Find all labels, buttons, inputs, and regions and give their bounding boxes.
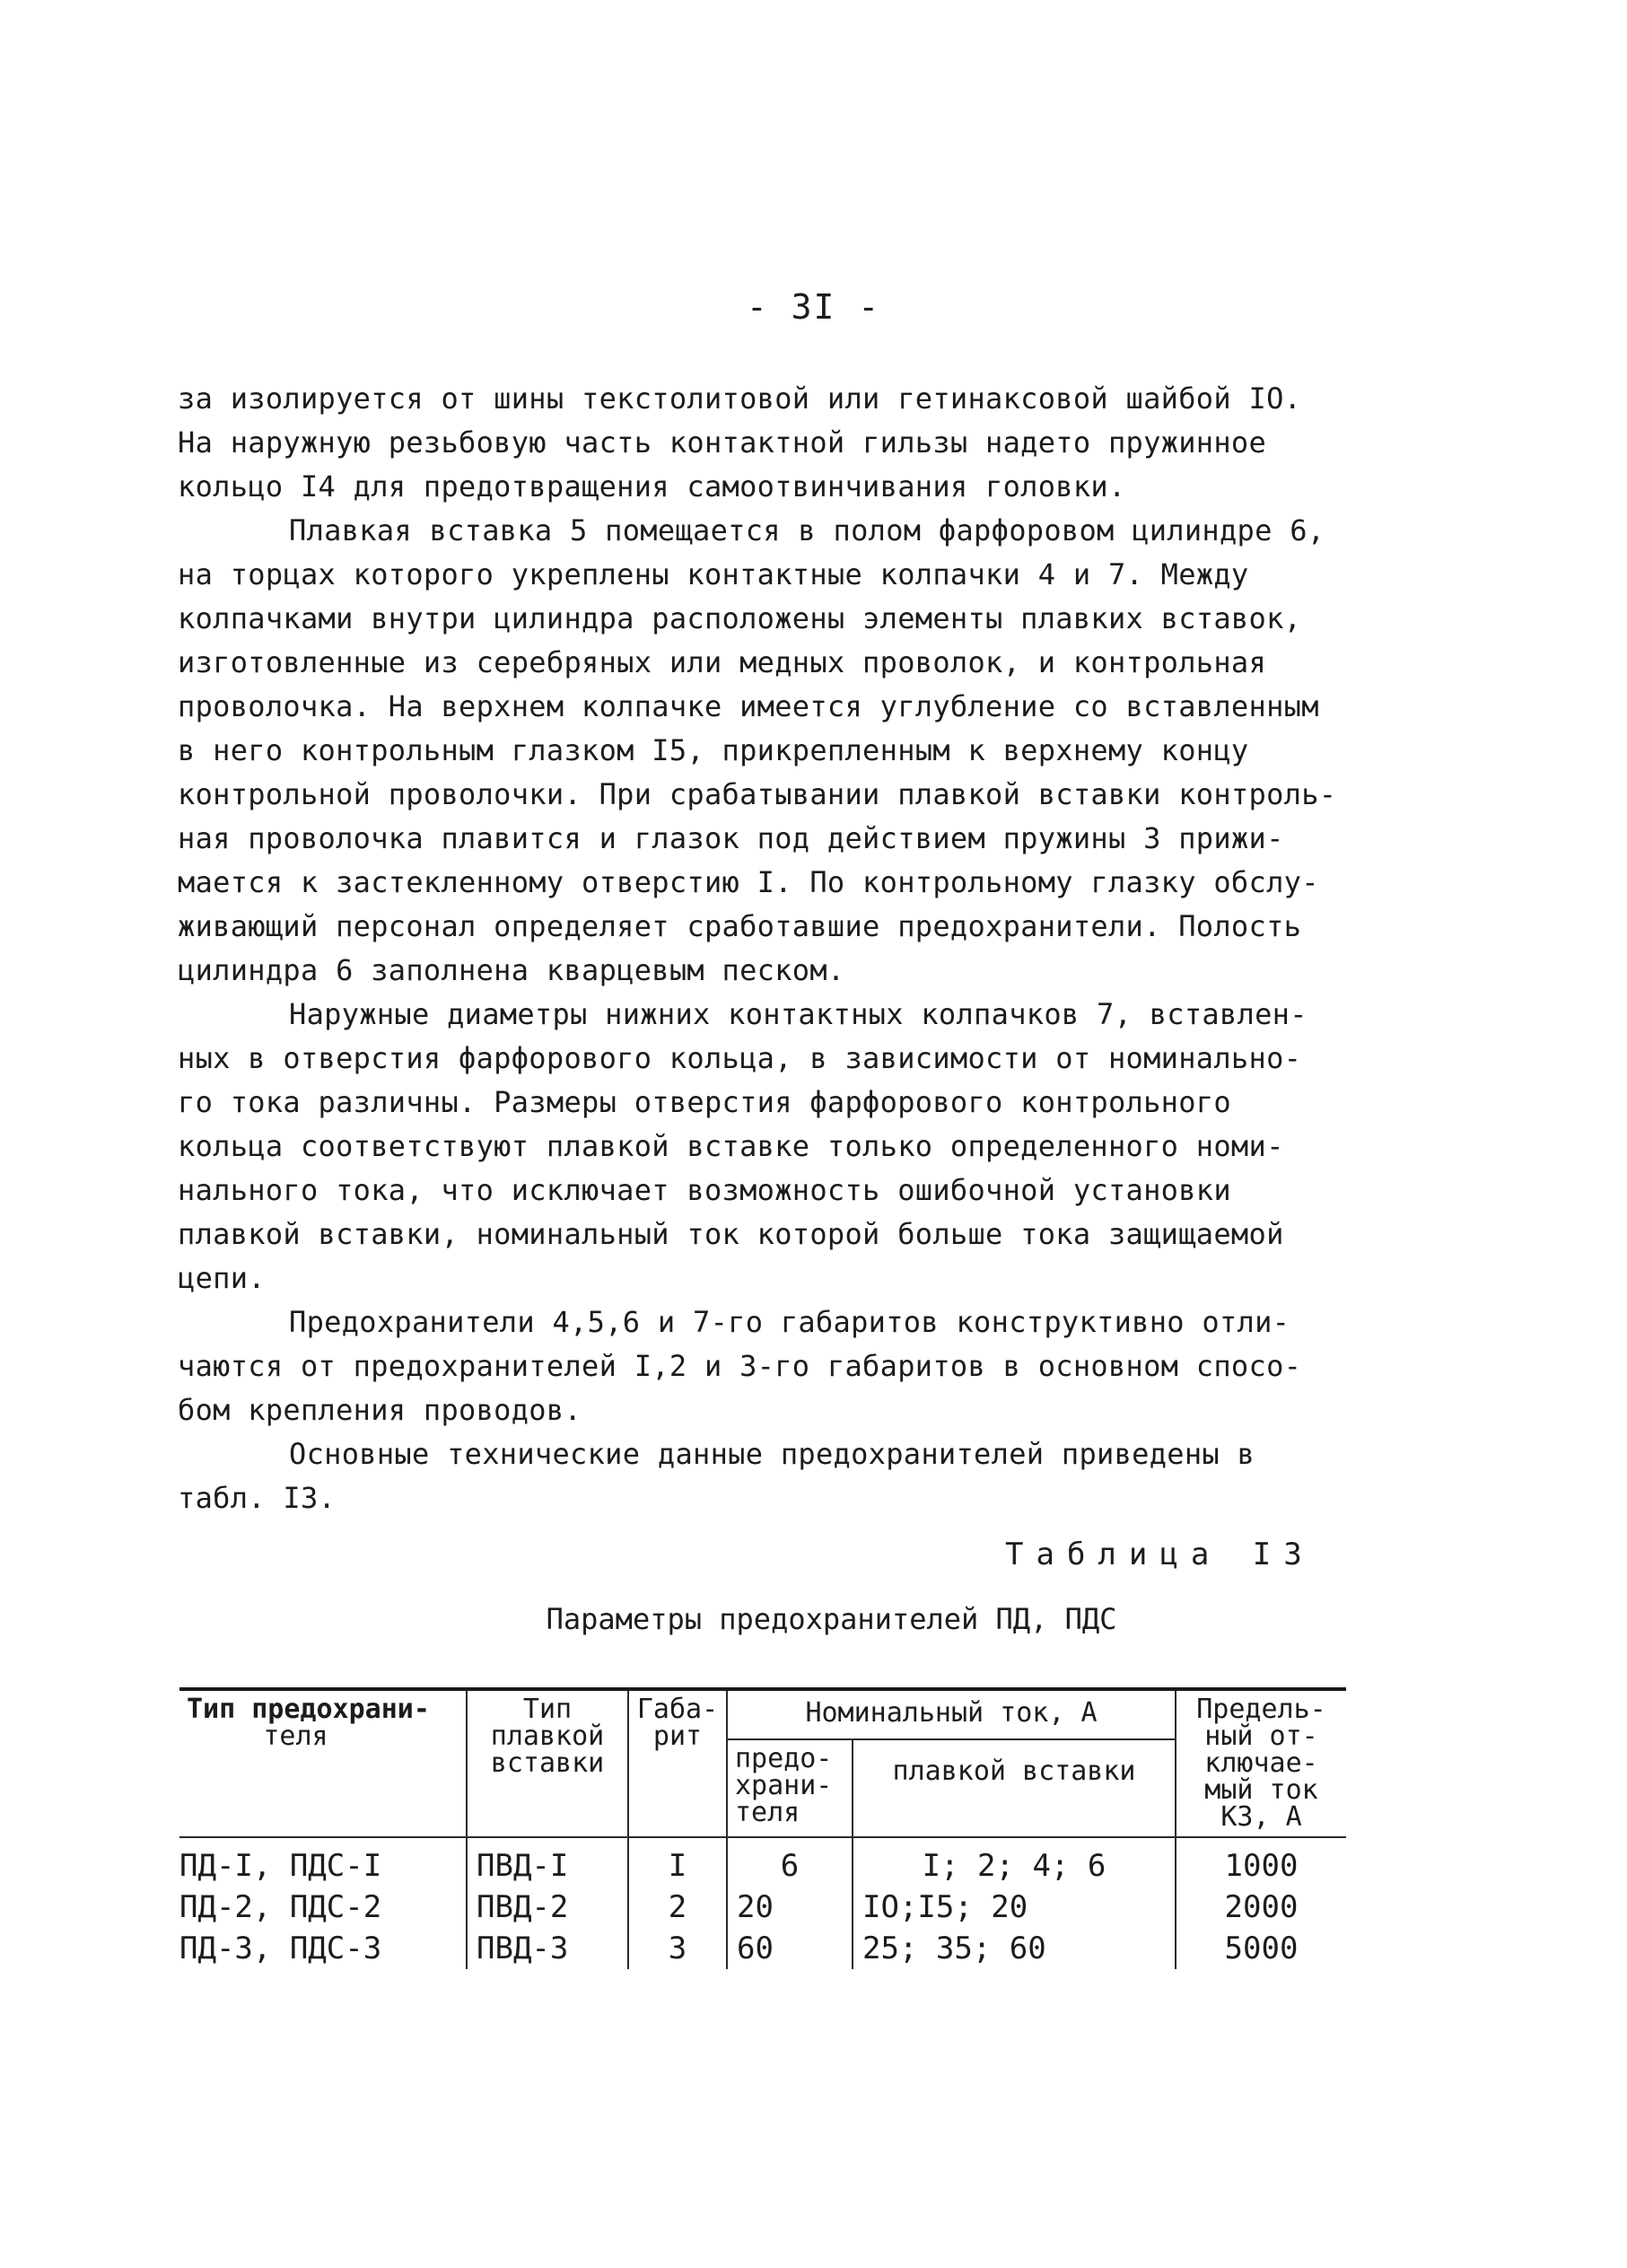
body-text <box>178 377 1371 1520</box>
cell-size: I <box>628 1837 727 1887</box>
cell-fuse-type: ПД-I, ПДС-I <box>179 1848 382 1884</box>
paragraph <box>178 993 1371 1300</box>
text-line: проволочка. На верхнем колпачке имеется углубление со вставленным <box>178 689 1319 723</box>
text-line: На наружную резьбовую часть контактной гильзы надето пружинное <box>178 425 1267 460</box>
cell-link-current: I; 2; 4; 6 <box>853 1837 1176 1887</box>
header-text: храни- <box>735 1769 833 1801</box>
cell-link-type: ПВД-3 <box>467 1928 628 1969</box>
table-row <box>179 1928 1346 1969</box>
header-text: мый ток <box>1204 1774 1318 1806</box>
page-number: - 3I - <box>746 287 881 327</box>
paragraph <box>178 509 1371 993</box>
header-text: ключае- <box>1204 1747 1318 1779</box>
header-text: Предель- <box>1196 1694 1326 1725</box>
header-text: КЗ, А <box>1220 1801 1302 1833</box>
header-text: ный от- <box>1204 1721 1318 1752</box>
text-line: бом крепления проводов. <box>178 1393 582 1427</box>
cell-size: 2 <box>628 1887 727 1928</box>
header-rated-current <box>727 1689 1176 1739</box>
text-line: контрольной проволочки. При срабатывании плавкой вставки контроль- <box>178 777 1337 811</box>
text-line: Наружные диаметры нижних контактных колпачков 7, вставлен- <box>289 997 1308 1031</box>
header-text: Тип предохрани- <box>187 1694 430 1725</box>
paragraph <box>178 377 1371 509</box>
header-text: Габа- <box>636 1694 719 1725</box>
text-line: го тока различны. Размеры отверстия фарфорового контрольного <box>178 1085 1231 1119</box>
text-line: ная проволочка плавится и глазок под действием пружины 3 прижи- <box>178 821 1284 855</box>
table-header-row <box>179 1689 1346 1739</box>
text-line: Плавкая вставка 5 помещается в полом фарфоровом цилиндре 6, <box>289 513 1325 547</box>
cell-link-current: IO;I5; 20 <box>853 1887 1176 1928</box>
cell-breaking-current: 1000 <box>1176 1837 1346 1887</box>
header-size <box>628 1689 727 1837</box>
cell-fuse-current: 60 <box>727 1928 853 1969</box>
table-number: Таблица I3 <box>1005 1537 1315 1572</box>
header-text: предо- <box>735 1742 833 1774</box>
paragraph <box>178 1300 1371 1432</box>
text-line: кольцо I4 для предотвращения самоотвинчивания головки. <box>178 469 1126 504</box>
header-text: Тип <box>522 1694 573 1725</box>
header-text: плавкой вставки <box>892 1755 1136 1787</box>
text-line: кольца соответствуют плавкой вставке только определенного номи- <box>178 1129 1284 1163</box>
header-link-rated <box>853 1739 1176 1837</box>
header-text: вставки <box>490 1747 605 1779</box>
table-row <box>179 1887 1346 1928</box>
text-line: плавкой вставки, номинальный ток которой больше тока защищаемой <box>178 1217 1284 1251</box>
text-line: в него контрольным глазком I5, прикрепленным к верхнему концу <box>178 733 1249 767</box>
cell-breaking-current: 5000 <box>1176 1928 1346 1969</box>
text-line: живающий персонал определяет сработавшие предохранители. Полость <box>178 909 1302 943</box>
header-link-type <box>467 1689 628 1837</box>
text-line: цилиндра 6 заполнена кварцевым песком. <box>178 953 845 987</box>
header-text: Номинальный ток, А <box>805 1697 1098 1729</box>
cell-fuse-current: 20 <box>727 1887 853 1928</box>
header-fuse-rated <box>727 1739 853 1837</box>
text-line: мается к застекленному отверстию I. По контрольному глазку обслу- <box>178 865 1319 899</box>
cell-breaking-current: 2000 <box>1176 1887 1346 1928</box>
table-caption: Параметры предохранителей ПД, ПДС <box>546 1602 1117 1636</box>
text-line: чаются от предохранителей I,2 и 3-го габаритов в основном спосо- <box>178 1349 1302 1383</box>
header-breaking-current <box>1176 1689 1346 1837</box>
text-line: цепи. <box>178 1261 266 1295</box>
text-line: табл. I3. <box>178 1481 337 1515</box>
cell-fuse-type: ПД-2, ПДС-2 <box>179 1889 382 1925</box>
text-line: Основные технические данные предохранителей приведены в <box>289 1437 1255 1471</box>
cell-link-type: ПВД-2 <box>467 1887 628 1928</box>
text-line: ных в отверстия фарфорового кольца, в зависимости от номинально- <box>178 1041 1302 1075</box>
data-table <box>179 1687 1346 1969</box>
text-line: за изолируется от шины текстолитовой или гетинаксовой шайбой IO. <box>178 381 1302 416</box>
header-fuse-type <box>179 1689 467 1837</box>
cell-link-type: ПВД-I <box>467 1837 628 1887</box>
text-line: колпачками внутри цилиндра расположены элементы плавких вставок, <box>178 601 1302 635</box>
cell-link-current: 25; 35; 60 <box>853 1928 1176 1969</box>
header-text: рит <box>652 1721 703 1752</box>
text-line: на торцах которого укреплены контактные колпачки 4 и 7. Между <box>178 557 1249 591</box>
header-text: теля <box>735 1796 800 1828</box>
text-line: изготовленные из серебряных или медных проволок, и контрольная <box>178 645 1267 679</box>
text-line: Предохранители 4,5,6 и 7-го габаритов конструктивно отли- <box>289 1305 1290 1339</box>
fuse-parameters-table <box>179 1687 1346 1969</box>
cell-fuse-type: ПД-3, ПДС-3 <box>179 1931 382 1966</box>
header-text: теля <box>263 1721 328 1752</box>
cell-fuse-current: 6 <box>727 1837 853 1887</box>
paragraph <box>178 1432 1371 1520</box>
header-text: плавкой <box>490 1721 605 1752</box>
table-row <box>179 1837 1346 1887</box>
cell-size: 3 <box>628 1928 727 1969</box>
text-line: нального тока, что исключает возможность ошибочной установки <box>178 1173 1231 1207</box>
